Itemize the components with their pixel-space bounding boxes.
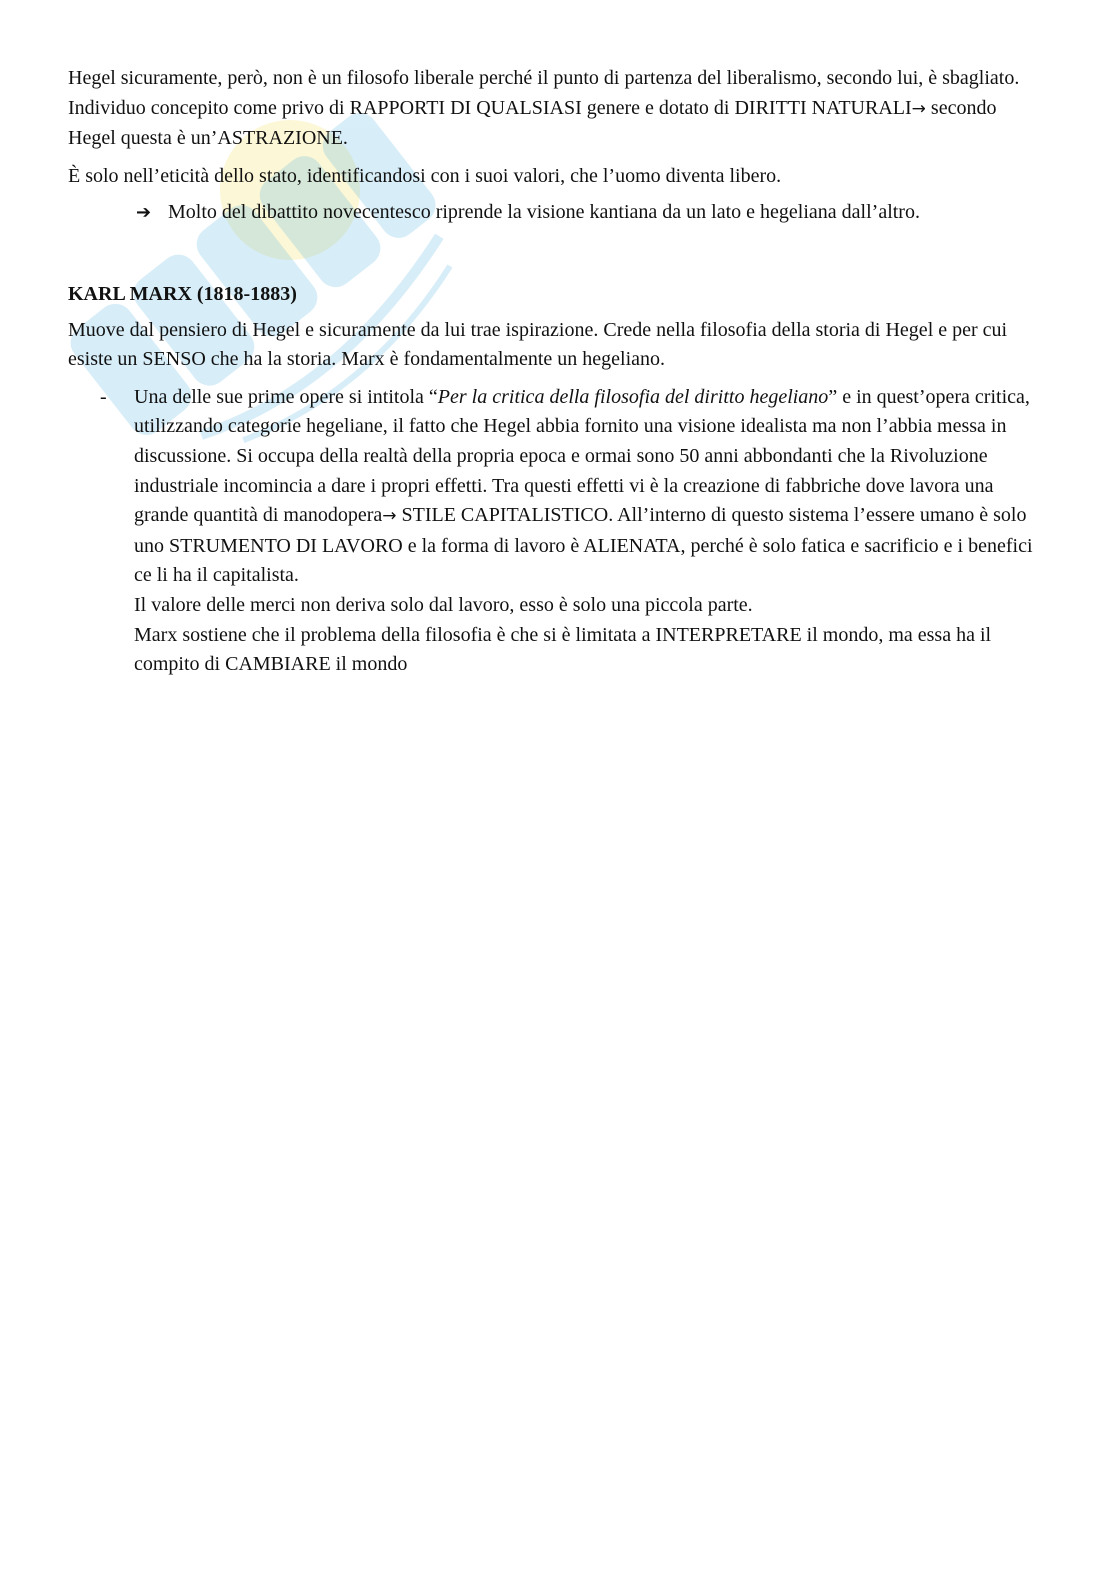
arrow-right-icon: → <box>382 506 397 527</box>
bullet-text-continued: ” e in quest’opera critica, utilizzando categorie hegeliane, il fatto che Hegel abbia fornito una visione idealista ma non l’abbia messa in discussione. Si occupa della realtà della propria epoca e ormai sono 50 anni abbondanti che la Rivoluzione industriale incomincia a dare i propri effetti. Tra questi effetti vi è la creazione di fabbriche dove lavora una grande quantità di manodopera <box>134 385 1030 527</box>
bold-arrow-icon: ➔ <box>136 202 152 224</box>
paragraph-hegel-liberalismo <box>68 64 1048 154</box>
paragraph-marx-intro: Muove dal pensiero di Hegel e sicuramente da lui trae ispirazione. Crede nella filosofia della storia di Hegel e per cui esiste un SENSO che ha la storia. Marx è fondamentalmente un hegeliano. <box>68 318 1008 371</box>
section-heading-karl-marx: KARL MARX (1818-1883) <box>68 282 297 305</box>
arrow-list-item <box>68 198 1048 228</box>
arrow-right-icon: → <box>911 98 926 119</box>
bullet-list-item <box>68 383 1048 680</box>
paragraph-text-continued: secondo Hegel questa è un’ASTRAZIONE. <box>68 96 997 150</box>
paragraph-text: Hegel sicuramente, però, non è un filosofo liberale perché il punto di partenza del liberalismo, secondo lui, è sbagliato. Individuo concepito come privo di RAPPORTI DI QUALSIASI genere e dotato di DIRITTI NATURALI <box>68 67 1020 119</box>
book-title-italic: Per la critica della filosofia del diritto hegeliano <box>437 385 829 408</box>
bullet-dash: - <box>100 385 107 408</box>
bullet-text: Una delle sue prime opere si intitola “ <box>134 385 438 408</box>
bullet-text-end: STILE CAPITALISTICO. All’interno di questo sistema l’essere umano è solo uno STRUMENTO DI LAVORO e la forma di lavoro è ALIENATA, perché è solo fatica e sacrificio e i benefici ce li ha il capitalista. <box>134 504 1033 587</box>
document-page <box>68 64 1048 680</box>
bullet-paragraph-valore-merci: Il valore delle merci non deriva solo dal lavoro, esso è solo una piccola parte. <box>134 593 753 616</box>
paragraph-eticita: È solo nell’eticità dello stato, identificandosi con i suoi valori, che l’uomo diventa libero. <box>68 164 782 187</box>
bullet-paragraph-filosofia: Marx sostiene che il problema della filosofia è che si è limitata a INTERPRETARE il mondo, ma essa ha il compito di CAMBIARE il mondo <box>134 623 992 676</box>
arrow-list-item-text: Molto del dibattito novecentesco riprende la visione kantiana da un lato e hegeliana dall’altro. <box>168 201 920 224</box>
bullet-paragraph-opere <box>134 383 1048 591</box>
